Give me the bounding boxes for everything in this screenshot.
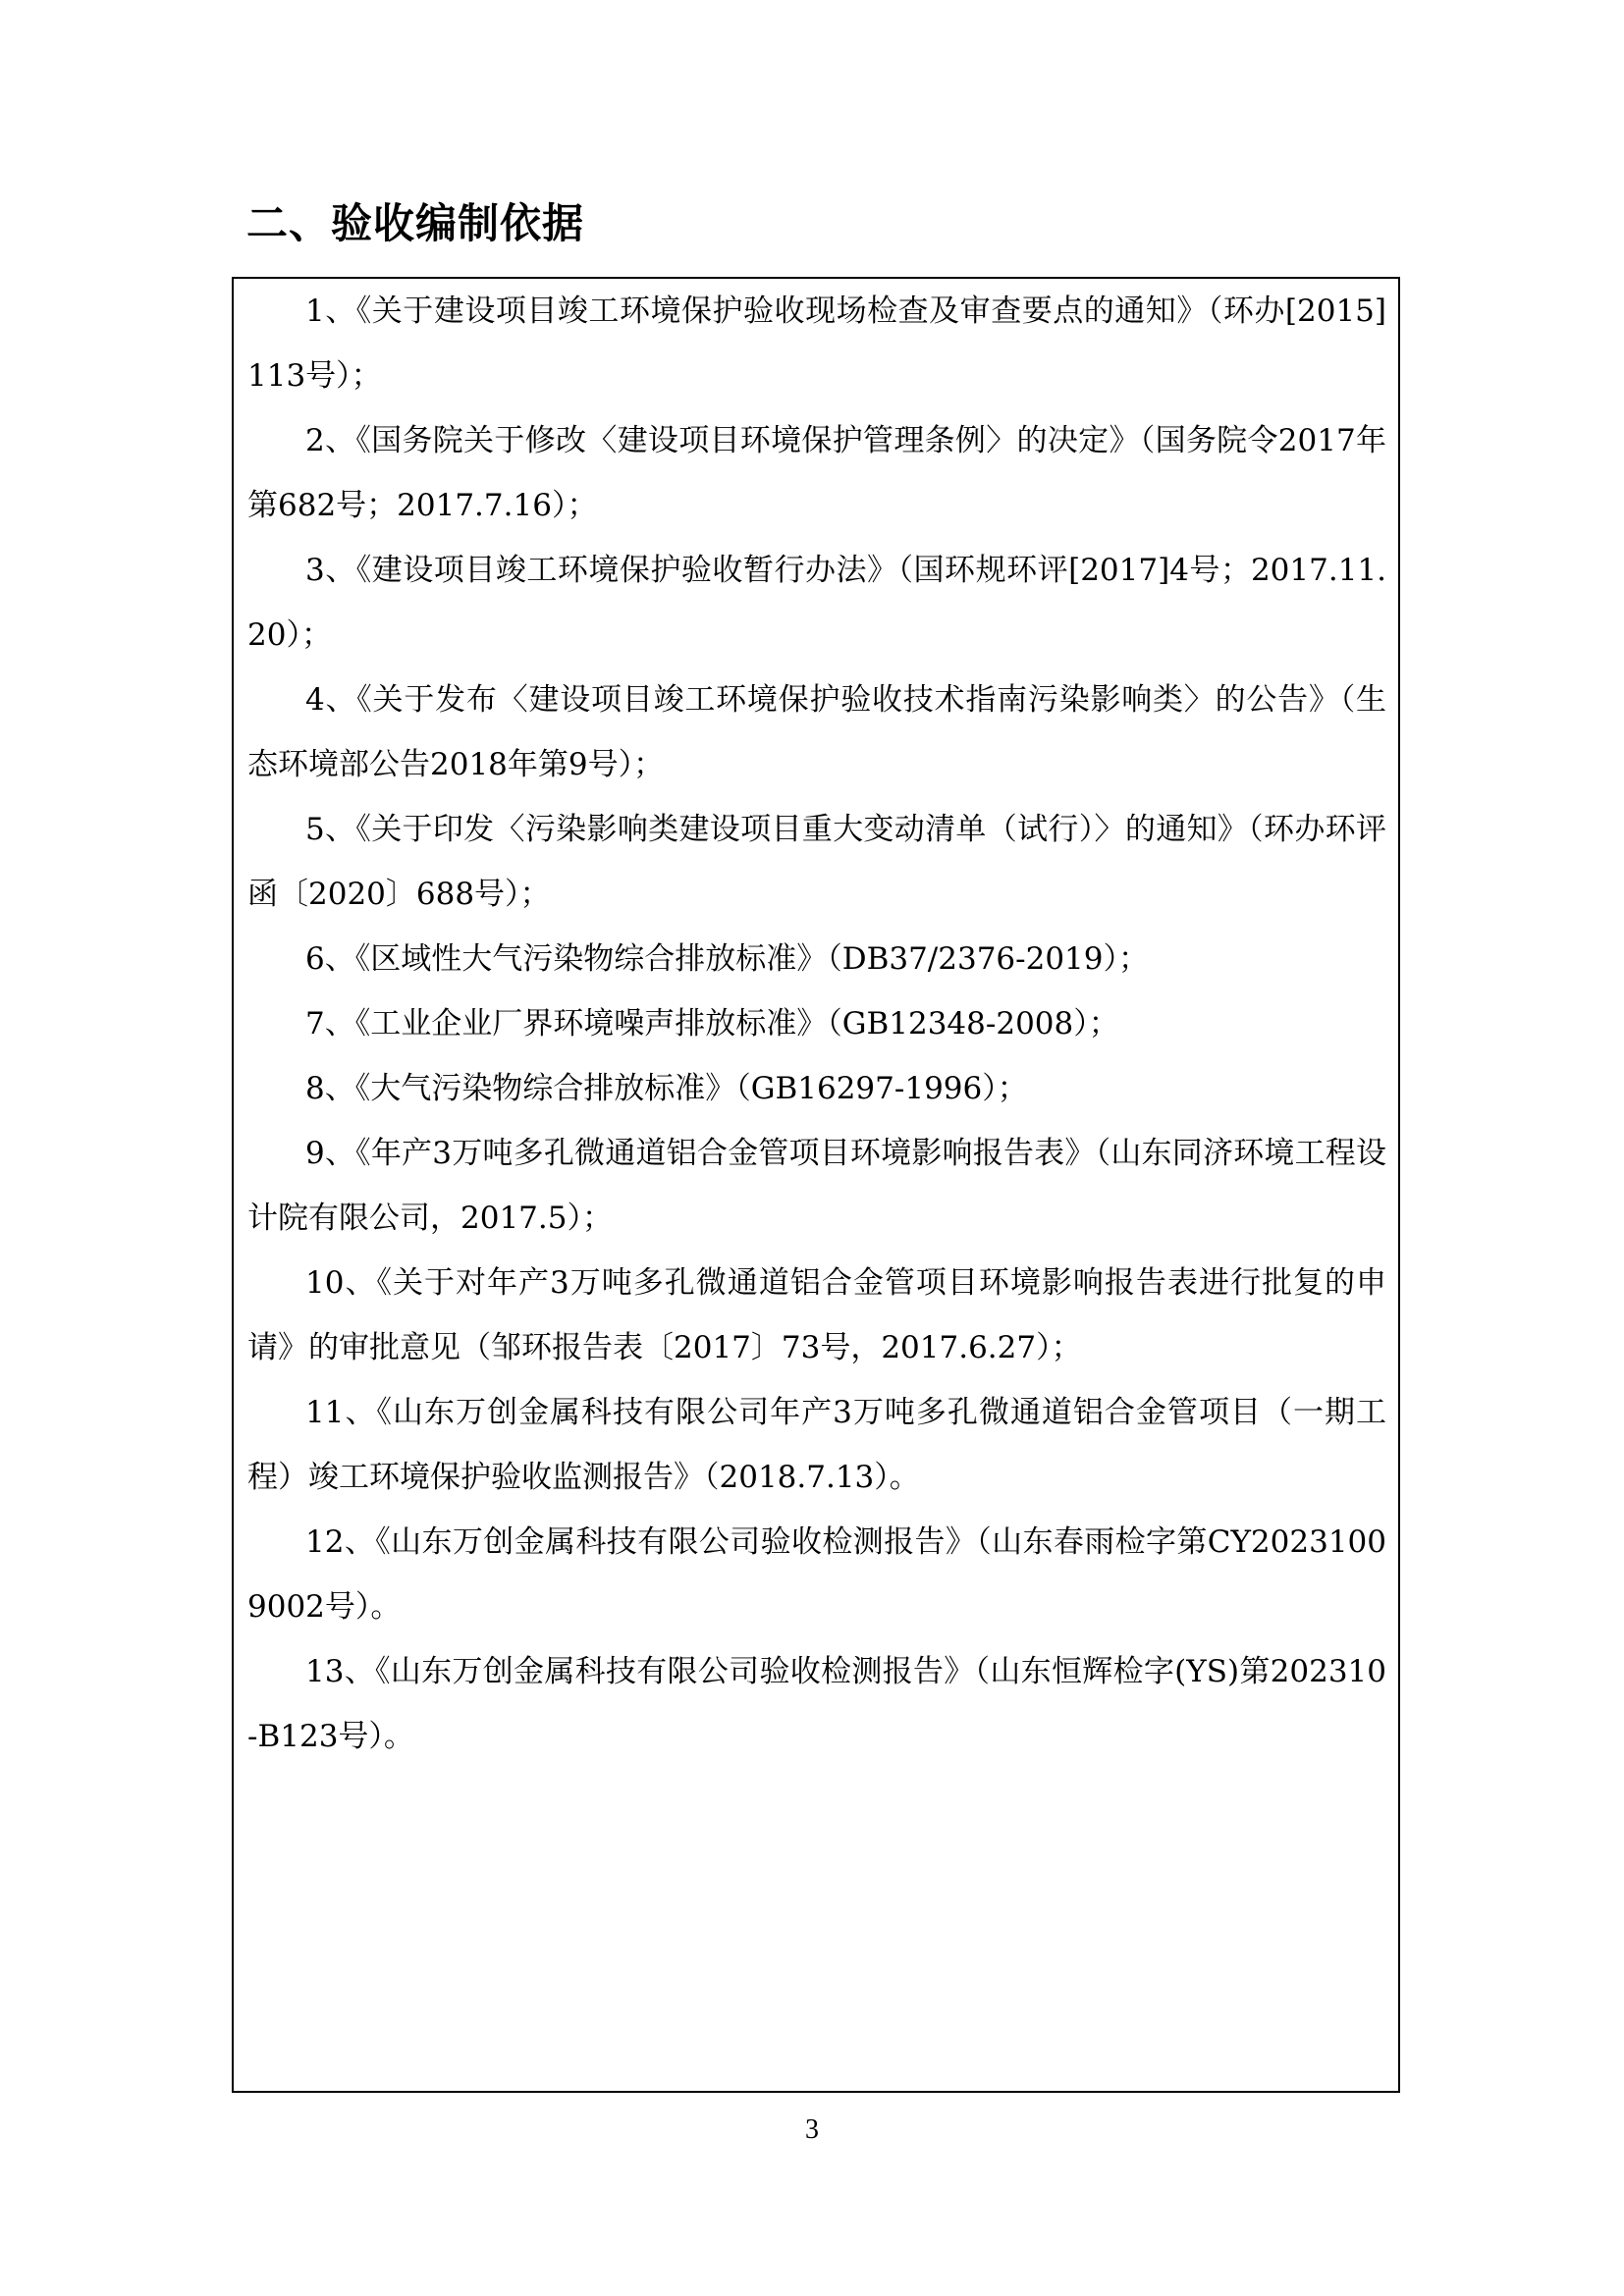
references-box (232, 277, 1400, 2093)
reference-item-6: 6、《区域性大气污染物综合排放标准》（DB37/2376-2019）； (305, 941, 1150, 977)
reference-item-5: 5、《关于印发〈污染影响类建设项目重大变动清单（试行）〉的通知》（环办环评函〔2020〕688号）； (247, 812, 1386, 912)
page-number: 3 (805, 2114, 819, 2145)
reference-item-3: 3、《建设项目竣工环境保护验收暂行办法》（国环规环评[2017]4号；2017.11.20）； (247, 553, 1386, 653)
reference-item-4: 4、《关于发布〈建设项目竣工环境保护验收技术指南污染影响类〉的公告》（生态环境部公告2018年第9号）； (247, 682, 1386, 782)
reference-list (247, 279, 1386, 1769)
reference-item-11: 11、《山东万创金属科技有限公司年产3万吨多孔微通道铝合金管项目（一期工程）竣工环境保护验收监测报告》（2018.7.13）。 (247, 1395, 1386, 1495)
reference-item-7: 7、《工业企业厂界环境噪声排放标准》（GB12348-2008）； (305, 1006, 1119, 1041)
reference-item-9: 9、《年产3万吨多孔微通道铝合金管项目环境影响报告表》（山东同济环境工程设计院有限公司，2017.5）； (247, 1136, 1386, 1236)
reference-item-10: 10、《关于对年产3万吨多孔微通道铝合金管项目环境影响报告表进行批复的申请》的审批意见（邹环报告表〔2017〕73号，2017.6.27）； (247, 1265, 1386, 1365)
reference-item-12: 12、《山东万创金属科技有限公司验收检测报告》（山东春雨检字第CY20231009002号）。 (247, 1524, 1386, 1625)
reference-item-13: 13、《山东万创金属科技有限公司验收检测报告》（山东恒辉检字(YS)第202310-B123号）。 (247, 1654, 1386, 1754)
section-heading: 二、验收编制依据 (246, 199, 585, 247)
reference-item-1: 1、《关于建设项目竣工环境保护验收现场检查及审查要点的通知》（环办[2015]113号）； (247, 294, 1386, 394)
reference-item-8: 8、《大气污染物综合排放标准》（GB16297-1996）； (305, 1071, 1028, 1106)
reference-item-2: 2、《国务院关于修改〈建设项目环境保护管理条例〉的决定》（国务院令2017年第682号；2017.7.16）； (247, 423, 1386, 523)
